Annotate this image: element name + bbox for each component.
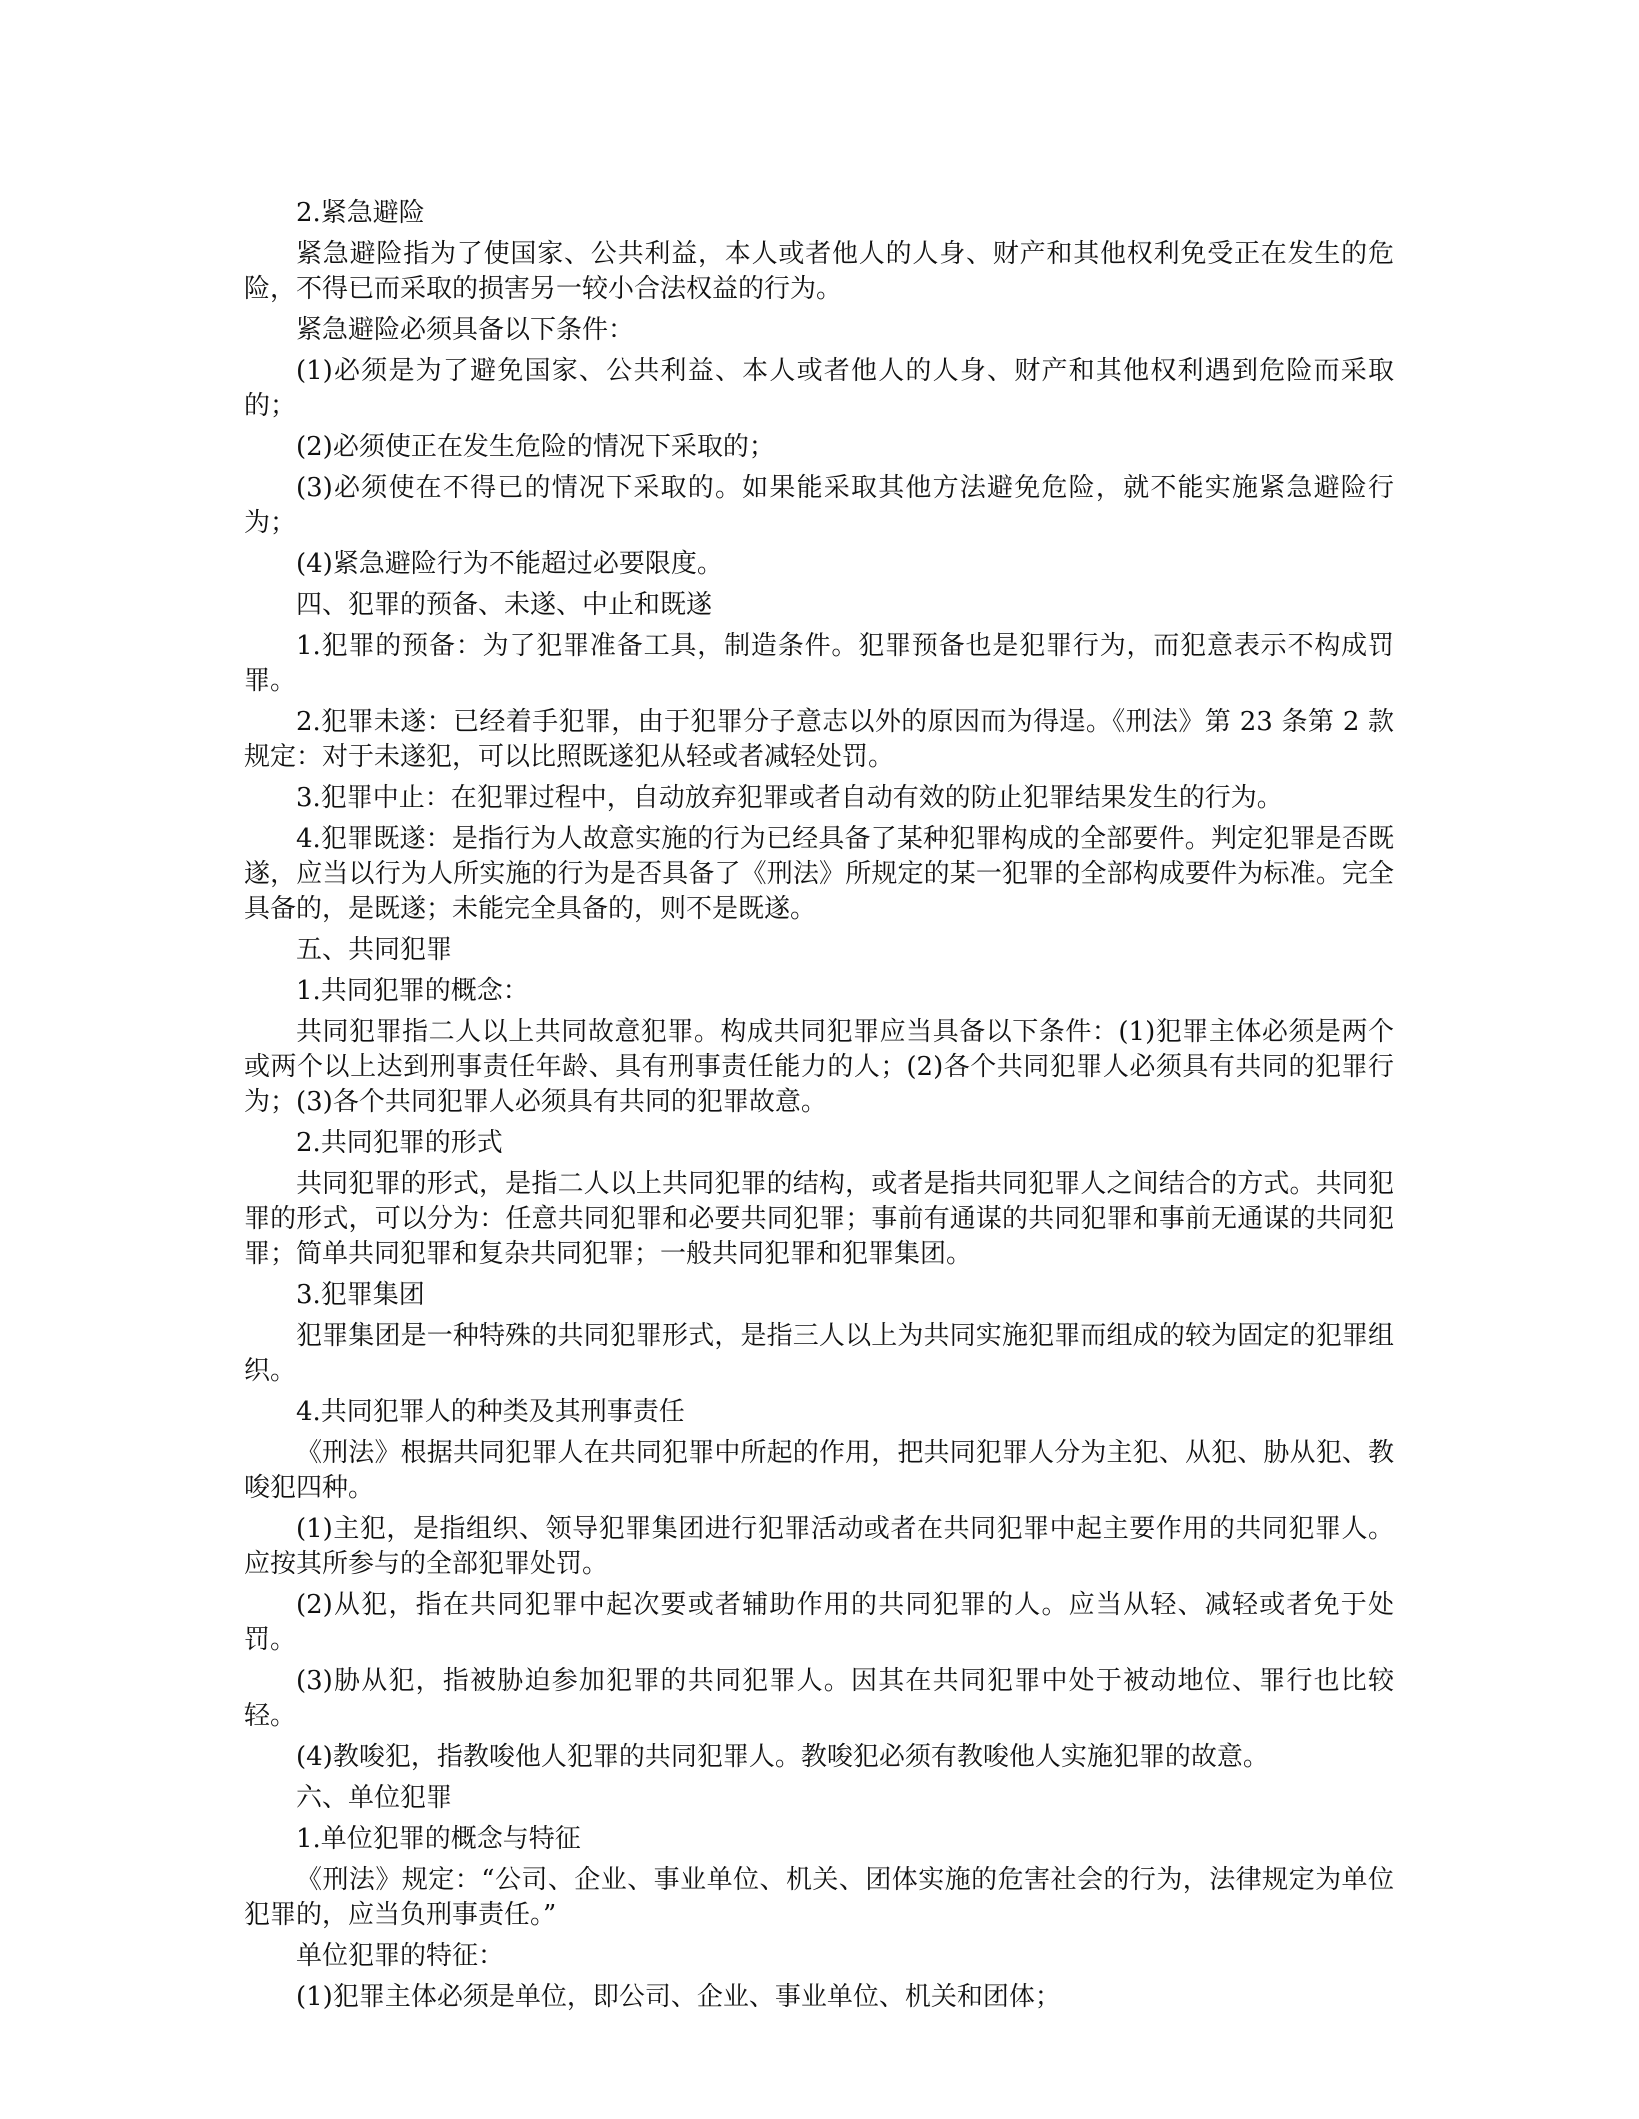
document-page <box>244 196 1394 2021</box>
paragraph: 共同犯罪的形式，是指二人以上共同犯罪的结构，或者是指共同犯罪人之间结合的方式。共同犯罪的形式，可以分为：任意共同犯罪和必要共同犯罪；事前有通谋的共同犯罪和事前无通谋的共同犯罪；简单共同犯罪和复杂共同犯罪；一般共同犯罪和犯罪集团。 <box>244 1169 1394 1269</box>
list-item: (3)必须使在不得已的情况下采取的。如果能采取其他方法避免危险，就不能实施紧急避险行为； <box>244 473 1394 538</box>
paragraph: 犯罪集团是一种特殊的共同犯罪形式，是指三人以上为共同实施犯罪而组成的较为固定的犯罪组织。 <box>244 1321 1394 1386</box>
list-item: (2)从犯，指在共同犯罪中起次要或者辅助作用的共同犯罪的人。应当从轻、减轻或者免于处罚。 <box>244 1590 1394 1655</box>
paragraph: 1.犯罪的预备：为了犯罪准备工具，制造条件。犯罪预备也是犯罪行为，而犯意表示不构成罚罪。 <box>244 631 1394 696</box>
paragraph: 3.犯罪中止：在犯罪过程中，自动放弃犯罪或者自动有效的防止犯罪结果发生的行为。 <box>296 783 1283 813</box>
list-item: (2)必须使正在发生危险的情况下采取的； <box>296 432 775 462</box>
section-heading-crime-stages: 四、犯罪的预备、未遂、中止和既遂 <box>296 590 713 620</box>
list-item: (1)主犯，是指组织、领导犯罪集团进行犯罪活动或者在共同犯罪中起主要作用的共同犯罪人。应按其所参与的全部犯罪处罚。 <box>244 1514 1394 1579</box>
section-heading-emergency-avoidance: 2.紧急避险 <box>296 198 425 228</box>
paragraph: 2.犯罪未遂：已经着手犯罪，由于犯罪分子意志以外的原因而为得逞。《刑法》第 23 条第 2 款规定：对于未遂犯，可以比照既遂犯从轻或者减轻处罚。 <box>244 707 1394 772</box>
list-item: (3)胁从犯，指被胁迫参加犯罪的共同犯罪人。因其在共同犯罪中处于被动地位、罪行也比较轻。 <box>244 1666 1394 1731</box>
paragraph: 共同犯罪指二人以上共同故意犯罪。构成共同犯罪应当具备以下条件：(1)犯罪主体必须是两个或两个以上达到刑事责任年龄、具有刑事责任能力的人；(2)各个共同犯罪人必须具有共同的犯罪行为；(3)各个共同犯罪人必须具有共同的犯罪故意。 <box>244 1017 1394 1117</box>
section-heading-unit-crime: 六、单位犯罪 <box>296 1783 453 1813</box>
subheading: 4.共同犯罪人的种类及其刑事责任 <box>296 1397 685 1427</box>
section-heading-joint-crime: 五、共同犯罪 <box>296 935 453 965</box>
subheading: 1.共同犯罪的概念： <box>296 976 529 1006</box>
subheading: 3.犯罪集团 <box>296 1280 425 1310</box>
list-item: (1)必须是为了避免国家、公共利益、本人或者他人的人身、财产和其他权利遇到危险而采取的； <box>244 356 1394 421</box>
paragraph: 《刑法》根据共同犯罪人在共同犯罪中所起的作用，把共同犯罪人分为主犯、从犯、胁从犯、教唆犯四种。 <box>244 1438 1394 1503</box>
list-item: (4)紧急避险行为不能超过必要限度。 <box>296 549 723 579</box>
paragraph: 单位犯罪的特征： <box>296 1941 505 1971</box>
paragraph: 紧急避险指为了使国家、公共利益，本人或者他人的人身、财产和其他权利免受正在发生的危险，不得已而采取的损害另一较小合法权益的行为。 <box>244 239 1394 304</box>
paragraph: 《刑法》规定：“公司、企业、事业单位、机关、团体实施的危害社会的行为，法律规定为单位犯罪的，应当负刑事责任。” <box>244 1865 1394 1930</box>
list-item: (4)教唆犯，指教唆他人犯罪的共同犯罪人。教唆犯必须有教唆他人实施犯罪的故意。 <box>296 1742 1269 1772</box>
list-item: (1)犯罪主体必须是单位，即公司、企业、事业单位、机关和团体； <box>296 1982 1061 2012</box>
paragraph: 4.犯罪既遂：是指行为人故意实施的行为已经具备了某种犯罪构成的全部要件。判定犯罪是否既遂，应当以行为人所实施的行为是否具备了《刑法》所规定的某一犯罪的全部构成要件为标准。完全具备的，是既遂；未能完全具备的，则不是既遂。 <box>244 824 1394 924</box>
subheading: 1.单位犯罪的概念与特征 <box>296 1824 581 1854</box>
paragraph: 紧急避险必须具备以下条件： <box>296 315 635 345</box>
subheading: 2.共同犯罪的形式 <box>296 1128 503 1158</box>
